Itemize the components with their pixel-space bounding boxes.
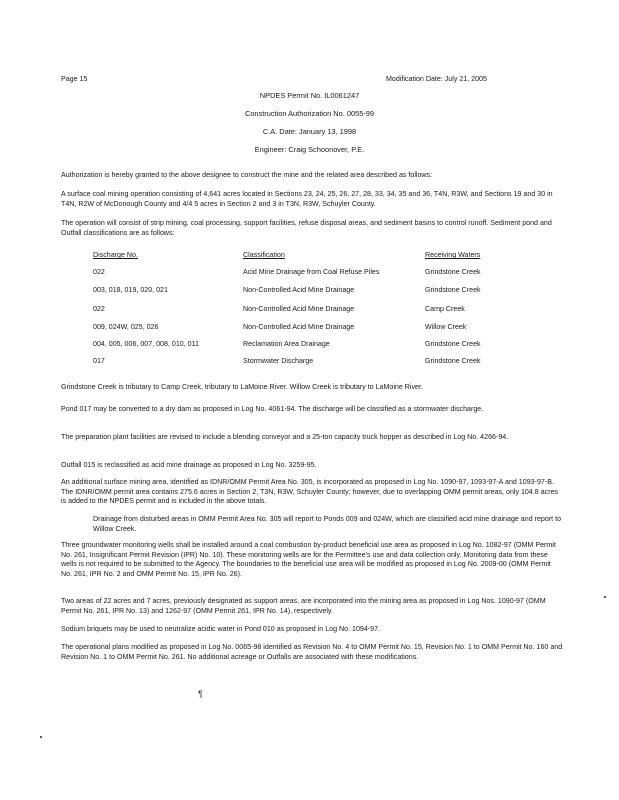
paragraph-outfall-015: Outfall 015 is reclassified as acid mine drainage as proposed in Log No. 3259-95. <box>61 461 317 469</box>
paragraph-disturbed-drainage: Drainage from disturbed areas in OMM Permit Area No. 305 will report to Ponds 009 and 024W, which are classified acid mine drainage and report to Willow Creek. <box>93 515 562 533</box>
paragraph-additional-area: An additional surface mining area, identified as IDNR/OMM Permit Area No. 305, is incorporated as proposed in Log No. 1090-97, 1093-97-A and 1093-97-B. The IDNR/OMM permit area contains 275.6 acres in Section 2, T3N, R3W, Schuyler County; however, due to overlapping OMM permit areas, only 104.8 acres is added to the NPDES permit and is included in the above totals. <box>61 478 559 506</box>
table-cell: Non-Controlled Acid Mine Drainage <box>243 305 355 313</box>
table-cell: Willow Creek <box>425 323 467 331</box>
paragraph-sodium-briquets: Sodium briquets may be used to neutralize acidic water in Pond 010 as proposed in Log No. 1094-97. <box>61 625 381 633</box>
modification-date: Modification Date: July 21, 2005 <box>386 75 487 83</box>
construction-authorization: Construction Authorization No. 0055-99 <box>244 109 374 118</box>
page-number: Page 15 <box>61 75 88 83</box>
table-cell: Camp Creek <box>425 305 465 313</box>
table-cell: Non-Controlled Acid Mine Drainage <box>243 286 355 294</box>
paragraph-monitoring-wells: Three groundwater monitoring wells shall be installed around a coal combustion by-product beneficial use area as proposed in Log No. 1082-97 (OMM Permit No. 261, Insignificant Permit Revision (IPR) No. 10). These monitoring wells are for the Permittee's use and data collection only. Monitoring data from these wells is not required to be submitted to the Agency. The boundaries to the beneficial use area will be modified as proposed in Log No. 2009-00 (OMM Permit No. 261, IPR No. 2 and OMM Permit No. 15, IPR No. 26). <box>61 541 556 578</box>
table-header: Receiving Waters <box>425 251 481 259</box>
paragraph-operational-plans: The operational plans modified as proposed in Log No. 0065-98 identified as Revision No. 4 to OMM Permit No. 15, Revision No. 1 to OMM Permit No. 160 and Revision No. 1 to OMM Permit No. 261. No additional acreage or Outfalls are associated with these modifications. <box>61 643 563 661</box>
table-cell: Reclamation Area Drainage <box>243 340 330 348</box>
table-cell: 009, 024W, 025, 026 <box>93 323 159 331</box>
paragraph-operation-description: The operation will consist of strip mining, coal processing, support facilities, refuse disposal areas, and sediment basins to control runoff. Sediment pond and Outfall classifications are as follows: <box>61 219 552 237</box>
table-cell: Grindstone Creek <box>425 268 481 276</box>
table-cell: 017 <box>93 357 105 365</box>
paragraph-authorization: Authorization is hereby granted to the above designee to construct the mine and the related area described as follows: <box>61 171 433 179</box>
table-cell: Grindstone Creek <box>425 340 481 348</box>
paragraph-preparation-plant: The preparation plant facilities are revised to include a blending conveyor and a 25-ton capacity truck hopper as described in Log No. 4266-94. <box>61 433 509 441</box>
scan-speck <box>40 736 42 738</box>
table-cell: Acid Mine Drainage from Coal Refuse Piles <box>243 268 380 276</box>
table-cell: Grindstone Creek <box>425 357 481 365</box>
table-cell: 004, 005, 006, 007, 008, 010, 011 <box>93 340 199 348</box>
table-cell: Grindstone Creek <box>425 286 481 294</box>
table-header: Classification <box>243 251 285 259</box>
paragraph-support-areas: Two areas of 22 acres and 7 acres, previously designated as support areas, are incorporated into the mining area as proposed in Log Nos. 1090-97 (OMM Permit No. 261, IPR No. 13) and 1262-97 (OMM Permit 261, IPR No. 14), respectively. <box>61 597 546 615</box>
paragraph-mining-operation: A surface coal mining operation consisting of 4,641 acres located in Sections 23, 24, 25, 26, 27, 28, 33, 34, 35 and 36, T4N, R3W, and Sections 19 and 30 in T4N, R2W of McDonough County and 4/4 5 acres in Section 2 and 3 in T3N, R3W, Schuyler County. <box>61 190 553 208</box>
paragraph-tributaries: Grindstone Creek is tributary to Camp Creek, tributary to LaMoine River. Willow Creek is tributary to LaMoine River. <box>61 383 423 391</box>
table-header: Discharge No. <box>93 251 138 259</box>
table-cell: 022 <box>93 268 105 276</box>
paragraph-pond-017: Pond 017 may be converted to a dry dam as proposed in Log No. 4061-94. The discharge will be classified as a stormwater discharge. <box>61 405 484 413</box>
ca-date: C.A. Date: January 13, 1998 <box>262 127 357 136</box>
table-cell: 022 <box>93 305 105 313</box>
table-cell: 003, 018, 019, 020, 021 <box>93 286 168 294</box>
scan-speck <box>604 596 606 598</box>
table-cell: Non-Controlled Acid Mine Drainage <box>243 323 355 331</box>
engineer: Engineer: Craig Schoonover, P.E. <box>254 145 365 154</box>
scan-mark: ¶ <box>198 689 203 699</box>
npdes-permit-number: NPDES Permit No. IL0061247 <box>259 91 360 100</box>
table-cell: Stormwater Discharge <box>243 357 314 365</box>
